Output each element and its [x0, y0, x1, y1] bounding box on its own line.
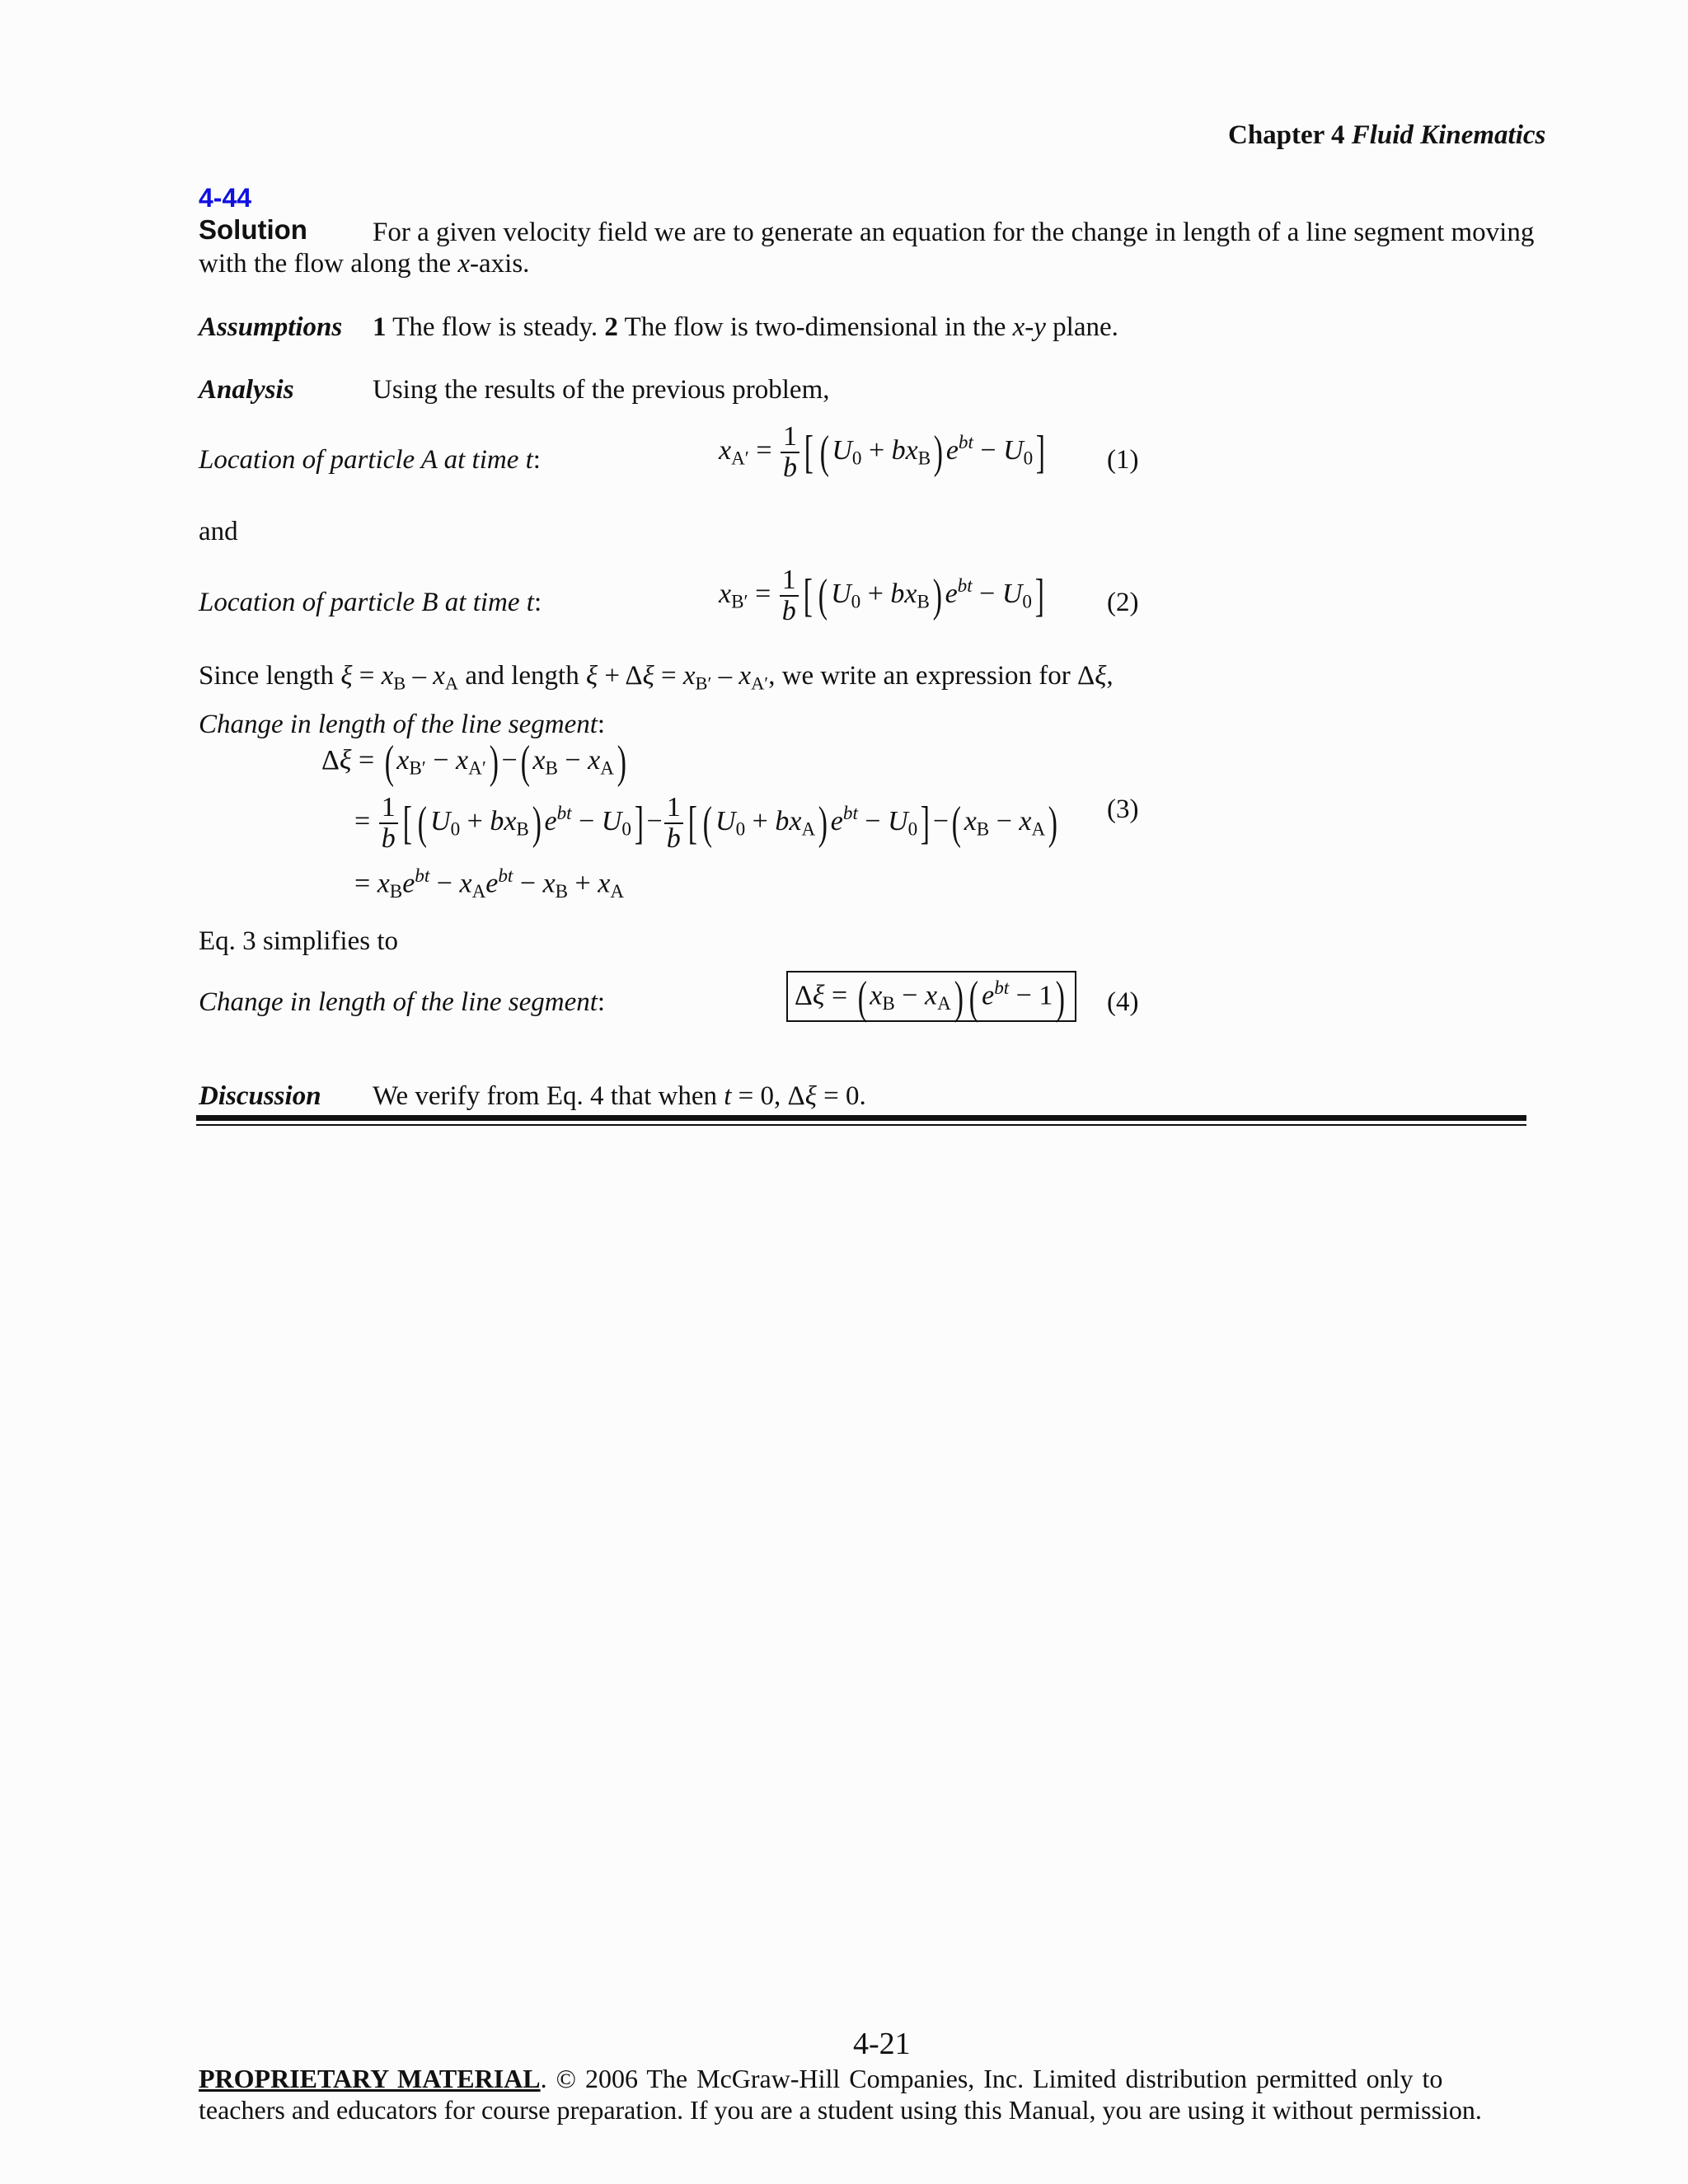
footer-line1: PROPRIETARY MATERIAL. © 2006 The McGraw-Hill Companies, Inc. Limited distribution permitted only to	[199, 2064, 1443, 2093]
footer-line2: teachers and educators for course preparation. If you are a student using this Manual, you are using it without permission.	[199, 2095, 1482, 2125]
eq4-caption: Change in length of the line segment:	[199, 987, 606, 1017]
eq4-number: (4)	[1107, 987, 1139, 1017]
analysis-text: Using the results of the previous problem,	[373, 375, 830, 405]
since-sentence: Since length $\xi = x_B - x_A$ and length $\xi + \Delta\xi = x_{B'} - x_{A'}$, we write an expression for Δξ,	[199, 661, 1114, 694]
equation-1: $x_{A'}$ = $\frac{1}{b}$ [ ( $U_0 + bx_B$) $e^{bt} - U_0$]	[719, 421, 1046, 483]
eq3-number: (3)	[1107, 794, 1139, 824]
equation-3-line1: Δξ = ( $x_{B'} - x_{A'}$) −( $x_B - x_A$)	[321, 737, 626, 789]
analysis-label: Analysis	[199, 375, 294, 405]
simplifies-text: Eq. 3 simplifies to	[199, 926, 398, 956]
chapter-header	[1228, 119, 1545, 152]
eq3-caption: Change in length of the line segment:	[199, 710, 606, 739]
chapter-label: Chapter 4	[1228, 120, 1345, 150]
eq2-caption: Location of particle B at time t:	[199, 588, 542, 617]
page-number: 4-21	[853, 2027, 911, 2061]
assumptions-label: Assumptions	[199, 312, 343, 342]
section-end-rule-thick	[196, 1115, 1526, 1121]
eq1-number: (1)	[1107, 445, 1139, 475]
solution-label: Solution	[199, 214, 307, 245]
eq2-number: (2)	[1107, 588, 1139, 617]
equation-3-line2: = $\frac{1}{b}$ [ ( $U_0 + bx_B$) $e^{bt} - U_0$] − $\frac{1}{b}$ [ ( $U_0 + bx_A$) $e^{bt} - U_0$] −( $x_B - x_A$)	[354, 792, 1058, 854]
problem-number: 4-44	[199, 183, 252, 213]
solution-text-line1: For a given velocity field we are to generate an equation for the change in length of a line segment moving	[373, 218, 1535, 247]
solution-text-line2: with the flow along the x-axis.	[199, 249, 530, 279]
chapter-title: Fluid Kinematics	[1351, 120, 1546, 150]
discussion-label: Discussion	[199, 1081, 321, 1111]
equation-2: $x_{B'}$ = $\frac{1}{b}$ [ ( $U_0 + bx_B$) $e^{bt} - U_0$]	[719, 565, 1044, 626]
eq1-caption: Location of particle A at time t:	[199, 445, 541, 475]
equation-3-line3: = $x_Be^{bt} - x_Ae^{bt} - x_B + x_A$	[354, 865, 625, 903]
discussion-text: We verify from Eq. 4 that when t = 0, Δξ = 0.	[373, 1081, 866, 1111]
section-end-rule-thin	[196, 1124, 1526, 1126]
equation-4-boxed: Δξ = ( $x_B - x_A$) ( $e^{bt} - 1$)	[786, 971, 1076, 1022]
and-text: and	[199, 517, 238, 546]
proprietary-label: PROPRIETARY MATERIAL	[199, 2064, 541, 2093]
assumptions-text: 1 The flow is steady. 2 The flow is two-dimensional in the x-y plane.	[373, 312, 1118, 342]
